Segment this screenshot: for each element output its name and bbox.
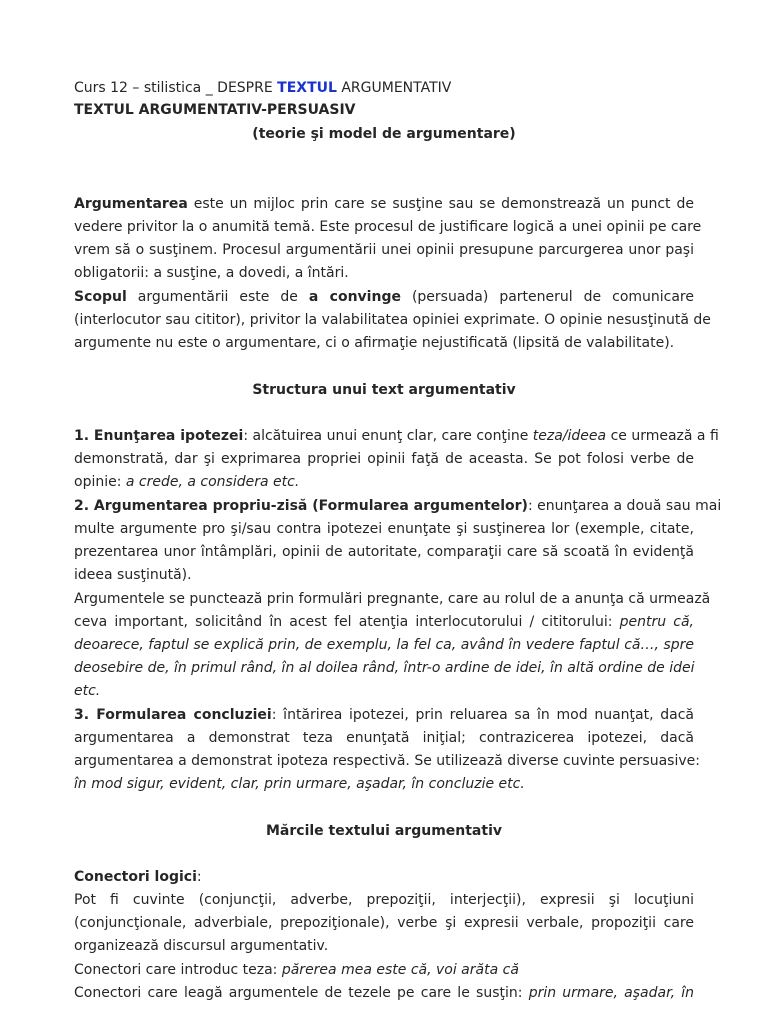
step1-line-3: opinie: a crede, a considera etc. <box>74 474 300 490</box>
step3-line-3: argumentarea a demonstrat ipoteza respectivă. Se utilizează diverse cuvinte persuasive: <box>74 753 700 769</box>
step2-line-4: ideea susţinută). <box>74 567 192 583</box>
args-line-2: ceva important, solicitând în acest fel atenţia interlocutorului / cititorului: pentru că, <box>74 614 694 630</box>
step2-line-3: prezentarea unor întâmplări, opinii de autoritate, comparaţii care să scoată în evidenţă <box>74 544 694 560</box>
header-accent: TEXTUL <box>277 80 337 96</box>
args-line-4: deosebire de, în primul rând, în al doilea rând, într-o ardine de idei, în altă ordine de idei <box>74 660 695 676</box>
intro-line-3: vrem să o susţinem. Procesul argumentării unei opinii presupune parcurgerea unor paşi <box>74 242 694 258</box>
step1-line-2: demonstrată, dar şi exprimarea propriei opinii faţă de aceasta. Se pot folosi verbe de <box>74 451 694 467</box>
connectors-line-2: (conjuncţionale, adverbiale, prepoziţionale), verbe şi expresii verbale, propoziţii care <box>74 915 694 931</box>
connectors-line-5: Conectori care leagă argumentele de tezele pe care le susţin: prin urmare, aşadar, în <box>74 985 695 1001</box>
scope-line-1: Scopul argumentării este de a convinge (persuada) partenerul de comunicare <box>74 289 694 305</box>
scope-line-2: (interlocutor sau cititor), privitor la valabilitatea opiniei exprimate. O opinie nesusţinută de <box>74 312 711 328</box>
document-title: TEXTUL ARGUMENTATIV-PERSUASIV <box>74 102 356 118</box>
structure-heading: Structura unui text argumentativ <box>252 382 516 398</box>
step3-line-4: în mod sigur, evident, clar, prin urmare, aşadar, în concluzie etc. <box>74 776 525 792</box>
intro-line-4: obligatorii: a susţine, a dovedi, a întări. <box>74 265 349 281</box>
scope-line-3: argumente nu este o argumentare, ci o afirmaţie nejustificată (lipsită de valabilitate). <box>74 335 675 351</box>
connectors-line-1: Pot fi cuvinte (conjuncţii, adverbe, prepoziţii, interjecţii), expresii şi locuţiuni <box>74 892 694 908</box>
connectors-line-3: organizează discursul argumentativ. <box>74 938 329 954</box>
intro-line-2: vedere privitor la o anumită temă. Este procesul de justificare logică a unei opinii pe care <box>74 219 702 235</box>
args-line-5: etc. <box>74 683 101 699</box>
connectors-line-4: Conectori care introduc teza: părerea mea este că, voi arăta că <box>74 962 519 978</box>
course-header: Curs 12 – stilistica _ DESPRE TEXTUL ARGUMENTATIV <box>74 80 452 96</box>
step3-line-1: 3. Formularea concluziei: întărirea ipotezei, prin reluarea sa în mod nuanţat, dacă <box>74 707 694 723</box>
step2-line-2: multe argumente pro şi/sau contra ipotezei enunţate şi susţinerea lor (exemple, citate, <box>74 521 694 537</box>
intro-line-1: Argumentarea este un mijloc prin care se susţine sau se demonstrează un punct de <box>74 196 694 212</box>
connectors-heading: Conectori logici: <box>74 869 202 885</box>
step1-line-1: 1. Enunţarea ipotezei: alcătuirea unui enunţ clar, care conţine teza/ideea ce urmează a fi <box>74 428 719 444</box>
args-line-1: Argumentele se punctează prin formulări pregnante, care au rolul de a anunţa că urmează <box>74 591 711 607</box>
step3-line-2: argumentarea a demonstrat teza enunţată iniţial; contrazicerea ipotezei, dacă <box>74 730 694 746</box>
marks-heading: Mărcile textului argumentativ <box>265 823 502 839</box>
document-subtitle: (teorie şi model de argumentare) <box>252 126 516 142</box>
step2-line-1: 2. Argumentarea propriu-zisă (Formularea argumentelor): enunţarea a două sau mai <box>74 498 722 514</box>
args-line-3: deoarece, faptul se explică prin, de exemplu, la fel ca, având în vedere faptul că…, spre <box>74 637 694 653</box>
